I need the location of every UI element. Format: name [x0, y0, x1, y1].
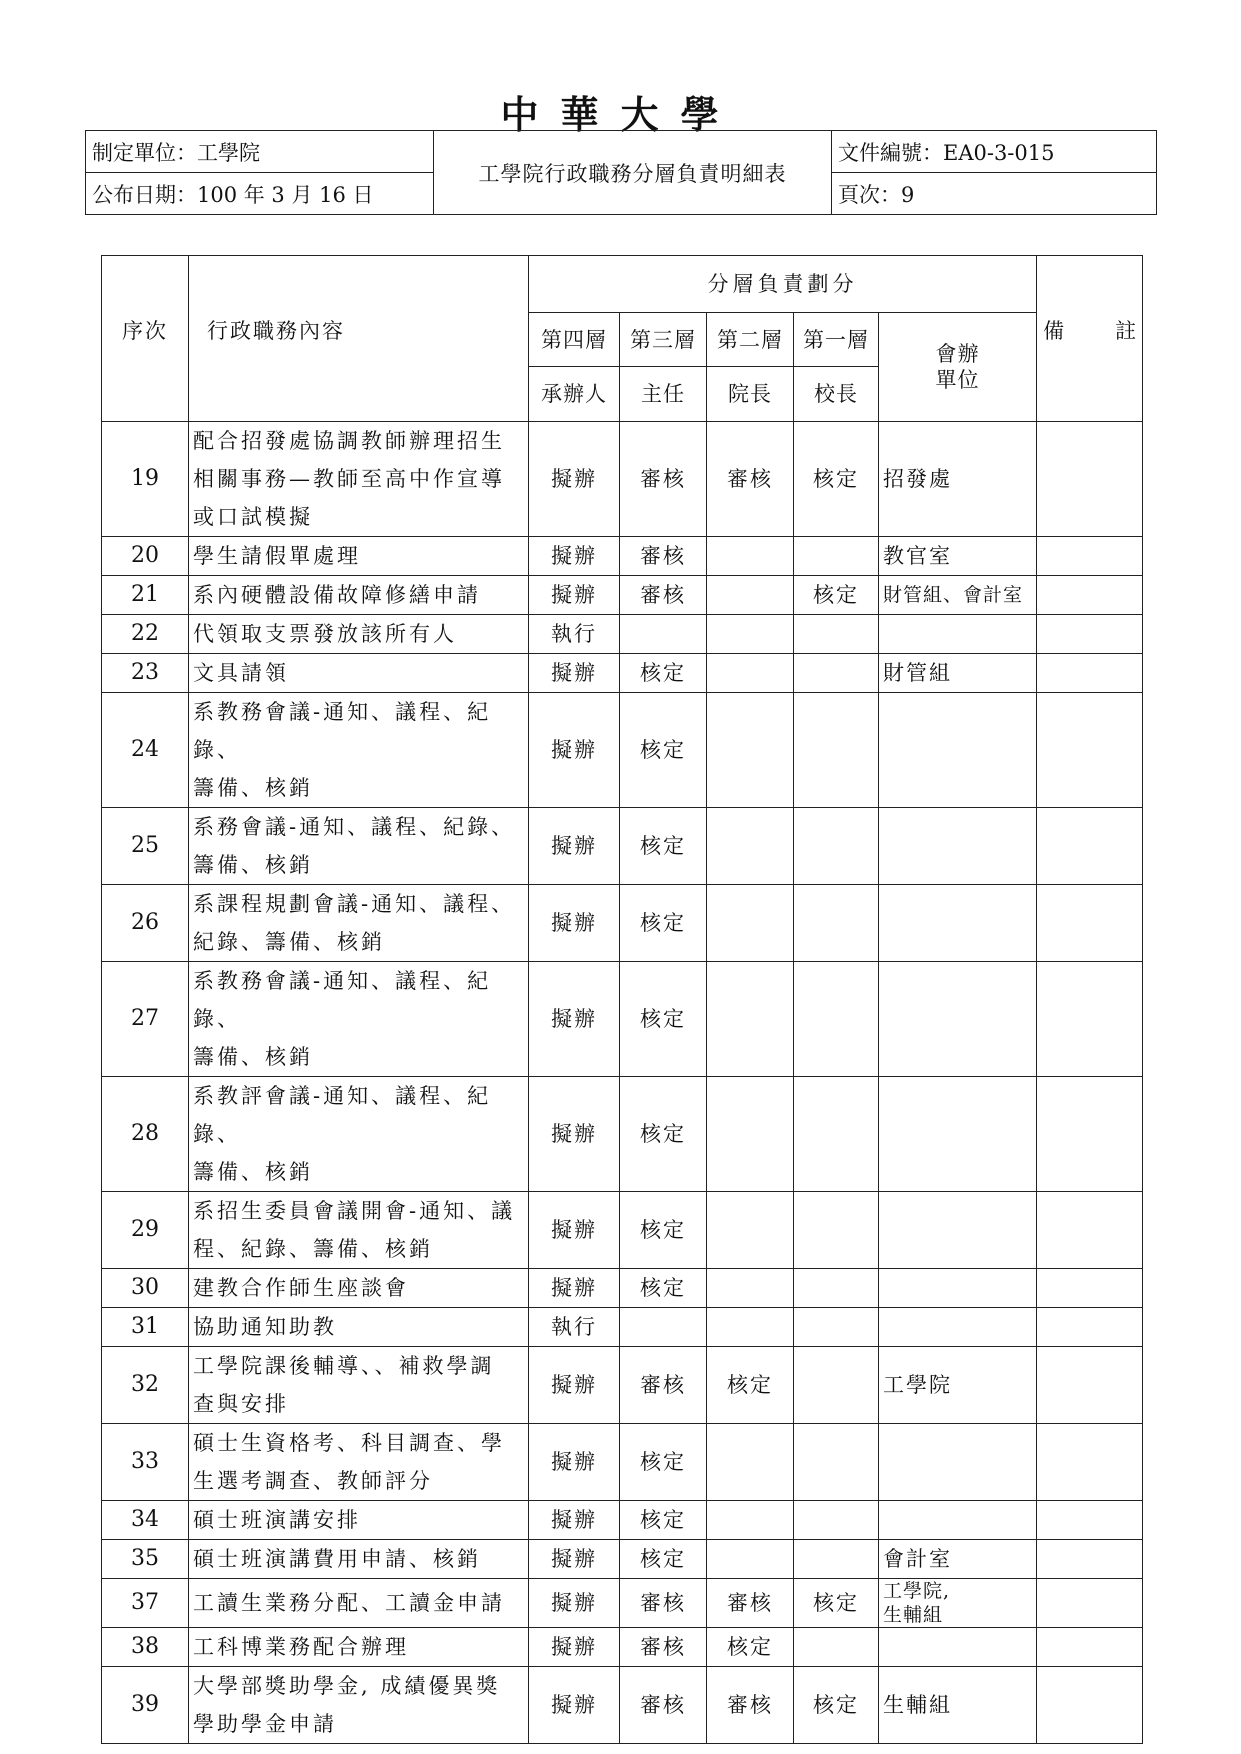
- row-level-2: [707, 1424, 794, 1501]
- row-content: [189, 1192, 529, 1269]
- row-content-line: 系教務會議-通知、議程、紀錄、: [193, 969, 492, 1031]
- issuing-unit: 制定單位：工學院: [86, 131, 434, 173]
- row-seq: 29: [102, 1192, 189, 1269]
- row-content-line: 籌備、核銷: [193, 776, 313, 800]
- row-content-line: 查與安排: [193, 1392, 289, 1416]
- row-level-1: [794, 537, 879, 576]
- table-row: [102, 537, 1143, 576]
- row-level-4: 擬辦: [529, 422, 620, 537]
- row-content-line: 建教合作師生座談會: [193, 1276, 409, 1300]
- row-seq: 25: [102, 808, 189, 885]
- row-remark: [1037, 1269, 1143, 1308]
- row-content-line: 或口試模擬: [193, 505, 313, 529]
- cosign-unit-line: 工學院,: [883, 1580, 951, 1602]
- row-content-line: 碩士班演講安排: [193, 1508, 361, 1532]
- row-level-4: 擬辦: [529, 1192, 620, 1269]
- row-level-1: [794, 1424, 879, 1501]
- document-title: 工學院行政職務分層負責明細表: [434, 131, 832, 215]
- table-row: [102, 422, 1143, 537]
- row-level-4: 執行: [529, 615, 620, 654]
- row-content-line: 相關事務—教師至高中作宣導: [193, 467, 505, 491]
- row-level-2: [707, 885, 794, 962]
- row-level-4: 擬辦: [529, 1667, 620, 1744]
- row-seq: 31: [102, 1308, 189, 1347]
- row-level-3: 核定: [620, 1424, 707, 1501]
- row-remark: [1037, 885, 1143, 962]
- table-row: [102, 615, 1143, 654]
- cosign-unit-line: 工學院: [883, 1373, 952, 1397]
- header-role-president: 校長: [794, 367, 879, 422]
- row-level-1: [794, 1347, 879, 1424]
- row-level-1: [794, 1192, 879, 1269]
- row-content-line: 系內硬體設備故障修繕申請: [193, 583, 481, 607]
- row-content: [189, 1269, 529, 1308]
- row-cosign-unit: [879, 654, 1037, 693]
- row-level-4: 擬辦: [529, 885, 620, 962]
- row-seq: 23: [102, 654, 189, 693]
- row-remark: [1037, 615, 1143, 654]
- row-level-3: 核定: [620, 1077, 707, 1192]
- row-level-1: [794, 615, 879, 654]
- row-cosign-unit: [879, 1347, 1037, 1424]
- cosign-label-1: 會辦: [935, 342, 980, 366]
- row-remark: [1037, 1192, 1143, 1269]
- row-level-3: [620, 615, 707, 654]
- header-role-dean: 院長: [707, 367, 794, 422]
- row-content: [189, 808, 529, 885]
- row-remark: [1037, 1579, 1143, 1628]
- row-level-3: 核定: [620, 1501, 707, 1540]
- page-number: 頁次：9: [832, 173, 1157, 215]
- row-cosign-unit: [879, 1579, 1037, 1628]
- row-seq: 38: [102, 1628, 189, 1667]
- row-level-4: 擬辦: [529, 808, 620, 885]
- row-level-3: 審核: [620, 1667, 707, 1744]
- header-level-2: 第二層: [707, 313, 794, 367]
- row-level-1: [794, 1501, 879, 1540]
- row-level-1: [794, 962, 879, 1077]
- row-level-1: [794, 1077, 879, 1192]
- row-level-3: 審核: [620, 537, 707, 576]
- row-seq: 33: [102, 1424, 189, 1501]
- cosign-unit-line: 會計室: [883, 1547, 952, 1571]
- header-level-3: 第三層: [620, 313, 707, 367]
- row-content: [189, 615, 529, 654]
- row-level-3: 審核: [620, 422, 707, 537]
- header-responsibility-group: 分層負責劃分: [529, 256, 1037, 313]
- row-cosign-unit: [879, 1424, 1037, 1501]
- header-role-director: 主任: [620, 367, 707, 422]
- row-level-2: 核定: [707, 1347, 794, 1424]
- header-role-clerk: 承辦人: [529, 367, 620, 422]
- row-seq: 32: [102, 1347, 189, 1424]
- table-row: [102, 654, 1143, 693]
- row-cosign-unit: [879, 1077, 1037, 1192]
- row-content-line: 系課程規劃會議-通知、議程、: [193, 892, 516, 916]
- row-content-line: 學生請假單處理: [193, 544, 361, 568]
- row-cosign-unit: [879, 422, 1037, 537]
- row-content: [189, 1424, 529, 1501]
- row-level-1: [794, 1628, 879, 1667]
- row-seq: 35: [102, 1540, 189, 1579]
- cosign-label-2: 單位: [935, 368, 980, 392]
- row-cosign-unit: [879, 537, 1037, 576]
- row-seq: 21: [102, 576, 189, 615]
- row-content: [189, 537, 529, 576]
- row-content: [189, 1501, 529, 1540]
- row-content: [189, 654, 529, 693]
- row-remark: [1037, 1424, 1143, 1501]
- row-remark: [1037, 1501, 1143, 1540]
- row-cosign-unit: [879, 808, 1037, 885]
- table-row: [102, 1579, 1143, 1628]
- row-seq: 26: [102, 885, 189, 962]
- responsibility-table: [101, 255, 1143, 1744]
- row-cosign-unit: [879, 1192, 1037, 1269]
- row-content: [189, 962, 529, 1077]
- cosign-unit-line: 財管組、會計室: [883, 584, 1024, 606]
- row-content-line: 系教評會議-通知、議程、紀錄、: [193, 1084, 492, 1146]
- row-level-2: [707, 1540, 794, 1579]
- row-content: [189, 576, 529, 615]
- table-row: [102, 1540, 1143, 1579]
- row-content: [189, 885, 529, 962]
- row-level-1: 核定: [794, 1667, 879, 1744]
- table-row: [102, 1667, 1143, 1744]
- row-level-2: [707, 615, 794, 654]
- row-remark: [1037, 537, 1143, 576]
- table-row: [102, 808, 1143, 885]
- row-level-4: 擬辦: [529, 654, 620, 693]
- row-remark: [1037, 693, 1143, 808]
- row-level-2: [707, 1269, 794, 1308]
- row-content-line: 文具請領: [193, 661, 289, 685]
- row-content: [189, 1347, 529, 1424]
- row-content-line: 配合招發處協調教師辦理招生: [193, 429, 505, 453]
- row-level-2: [707, 1501, 794, 1540]
- row-level-3: [620, 1308, 707, 1347]
- table-row: [102, 1308, 1143, 1347]
- row-cosign-unit: [879, 885, 1037, 962]
- document-header-table: [85, 130, 1157, 215]
- row-level-1: [794, 808, 879, 885]
- row-remark: [1037, 1308, 1143, 1347]
- row-seq: 30: [102, 1269, 189, 1308]
- row-remark: [1037, 1347, 1143, 1424]
- row-level-4: 擬辦: [529, 1628, 620, 1667]
- table-row: [102, 1269, 1143, 1308]
- table-row: [102, 885, 1143, 962]
- row-level-4: 執行: [529, 1308, 620, 1347]
- row-level-3: 核定: [620, 962, 707, 1077]
- row-level-3: 核定: [620, 1540, 707, 1579]
- row-cosign-unit: [879, 615, 1037, 654]
- row-level-4: 擬辦: [529, 1579, 620, 1628]
- remark-char-1: 備: [1043, 319, 1065, 343]
- row-level-1: [794, 885, 879, 962]
- table-row: [102, 1628, 1143, 1667]
- row-content: [189, 1077, 529, 1192]
- row-seq: 19: [102, 422, 189, 537]
- row-seq: 27: [102, 962, 189, 1077]
- row-level-2: 審核: [707, 422, 794, 537]
- row-content-line: 工讀生業務分配、工讀金申請: [193, 1591, 505, 1615]
- row-seq: 37: [102, 1579, 189, 1628]
- row-level-1: 核定: [794, 576, 879, 615]
- row-level-3: 核定: [620, 693, 707, 808]
- row-remark: [1037, 576, 1143, 615]
- row-level-4: 擬辦: [529, 1347, 620, 1424]
- row-content: [189, 1667, 529, 1744]
- row-content: [189, 1308, 529, 1347]
- row-remark: [1037, 654, 1143, 693]
- row-remark: [1037, 1077, 1143, 1192]
- row-level-3: 核定: [620, 1269, 707, 1308]
- row-level-1: [794, 654, 879, 693]
- row-content-line: 碩士生資格考、科目調查、學: [193, 1431, 505, 1455]
- header-seq: 序次: [102, 256, 189, 422]
- row-seq: 24: [102, 693, 189, 808]
- document-number: 文件編號：EA0-3-015: [832, 131, 1157, 173]
- row-cosign-unit: [879, 1540, 1037, 1579]
- row-seq: 39: [102, 1667, 189, 1744]
- row-content-line: 紀錄、籌備、核銷: [193, 930, 385, 954]
- row-content-line: 程、紀錄、籌備、核銷: [193, 1237, 433, 1261]
- row-cosign-unit: [879, 1667, 1037, 1744]
- row-cosign-unit: [879, 693, 1037, 808]
- row-level-1: [794, 1308, 879, 1347]
- table-row: [102, 1424, 1143, 1501]
- header-level-4: 第四層: [529, 313, 620, 367]
- row-remark: [1037, 808, 1143, 885]
- row-content-line: 協助通知助教: [193, 1315, 337, 1339]
- row-level-2: [707, 808, 794, 885]
- row-seq: 34: [102, 1501, 189, 1540]
- table-row: [102, 576, 1143, 615]
- row-level-2: [707, 576, 794, 615]
- row-content-line: 籌備、核銷: [193, 1045, 313, 1069]
- row-level-3: 審核: [620, 1347, 707, 1424]
- row-level-1: 核定: [794, 422, 879, 537]
- row-level-3: 核定: [620, 808, 707, 885]
- row-level-2: [707, 962, 794, 1077]
- row-content-line: 大學部獎助學金, 成績優異獎: [193, 1674, 501, 1698]
- row-remark: [1037, 962, 1143, 1077]
- header-cosign-unit: [879, 313, 1037, 422]
- row-content-line: 工學院課後輔導、、補救學調: [193, 1354, 495, 1378]
- row-cosign-unit: [879, 1628, 1037, 1667]
- row-content: [189, 1628, 529, 1667]
- row-level-2: [707, 1077, 794, 1192]
- row-level-2: 核定: [707, 1628, 794, 1667]
- publish-date: 公布日期：100 年 3 月 16 日: [86, 173, 434, 215]
- row-level-4: 擬辦: [529, 537, 620, 576]
- row-content-line: 系招生委員會議開會-通知、議: [193, 1199, 516, 1223]
- row-level-4: 擬辦: [529, 1424, 620, 1501]
- row-seq: 20: [102, 537, 189, 576]
- row-content-line: 籌備、核銷: [193, 1160, 313, 1184]
- row-level-2: [707, 654, 794, 693]
- row-seq: 22: [102, 615, 189, 654]
- row-content: [189, 1579, 529, 1628]
- row-level-4: 擬辦: [529, 693, 620, 808]
- table-row: [102, 1192, 1143, 1269]
- cosign-unit-line: 生輔組: [883, 1604, 944, 1626]
- row-level-2: [707, 1192, 794, 1269]
- row-level-1: [794, 693, 879, 808]
- row-level-2: [707, 693, 794, 808]
- row-level-1: 核定: [794, 1579, 879, 1628]
- row-level-4: 擬辦: [529, 962, 620, 1077]
- row-content-line: 系務會議-通知、議程、紀錄、: [193, 815, 516, 839]
- row-level-3: 審核: [620, 1628, 707, 1667]
- row-level-1: [794, 1540, 879, 1579]
- row-remark: [1037, 1667, 1143, 1744]
- row-seq: 28: [102, 1077, 189, 1192]
- row-cosign-unit: [879, 1501, 1037, 1540]
- row-remark: [1037, 1540, 1143, 1579]
- header-content: 行政職務內容: [189, 256, 529, 422]
- row-level-3: 核定: [620, 654, 707, 693]
- row-content: [189, 693, 529, 808]
- row-level-4: 擬辦: [529, 1077, 620, 1192]
- row-content-line: 學助學金申請: [193, 1712, 337, 1736]
- row-level-2: [707, 537, 794, 576]
- header-remark: [1037, 256, 1143, 422]
- row-remark: [1037, 422, 1143, 537]
- row-content: [189, 422, 529, 537]
- row-level-4: 擬辦: [529, 1501, 620, 1540]
- table-row: [102, 1347, 1143, 1424]
- row-level-2: [707, 1308, 794, 1347]
- row-level-3: 審核: [620, 1579, 707, 1628]
- row-cosign-unit: [879, 1269, 1037, 1308]
- table-row: [102, 1077, 1143, 1192]
- cosign-unit-line: 教官室: [883, 544, 952, 568]
- table-row: [102, 693, 1143, 808]
- row-content-line: 系教務會議-通知、議程、紀錄、: [193, 700, 492, 762]
- row-level-4: 擬辦: [529, 1269, 620, 1308]
- row-level-2: 審核: [707, 1579, 794, 1628]
- cosign-unit-line: 財管組: [883, 661, 952, 685]
- table-row: [102, 1501, 1143, 1540]
- row-cosign-unit: [879, 962, 1037, 1077]
- cosign-unit-line: 生輔組: [883, 1693, 952, 1717]
- header-level-1: 第一層: [794, 313, 879, 367]
- row-level-3: 核定: [620, 1192, 707, 1269]
- row-level-4: 擬辦: [529, 576, 620, 615]
- row-content-line: 籌備、核銷: [193, 853, 313, 877]
- row-level-4: 擬辦: [529, 1540, 620, 1579]
- row-level-3: 核定: [620, 885, 707, 962]
- row-content-line: 代領取支票發放該所有人: [193, 622, 457, 646]
- row-content-line: 碩士班演講費用申請、核銷: [193, 1547, 481, 1571]
- row-content: [189, 1540, 529, 1579]
- row-level-2: 審核: [707, 1667, 794, 1744]
- row-content-line: 生選考調查、教師評分: [193, 1469, 433, 1493]
- row-level-1: [794, 1269, 879, 1308]
- cosign-unit-line: 招發處: [883, 467, 952, 491]
- row-cosign-unit: [879, 576, 1037, 615]
- row-cosign-unit: [879, 1308, 1037, 1347]
- remark-char-2: 註: [1115, 319, 1137, 343]
- table-row: [102, 962, 1143, 1077]
- row-level-3: 審核: [620, 576, 707, 615]
- page-title: 中華大學: [500, 92, 741, 137]
- row-remark: [1037, 1628, 1143, 1667]
- row-content-line: 工科博業務配合辦理: [193, 1635, 409, 1659]
